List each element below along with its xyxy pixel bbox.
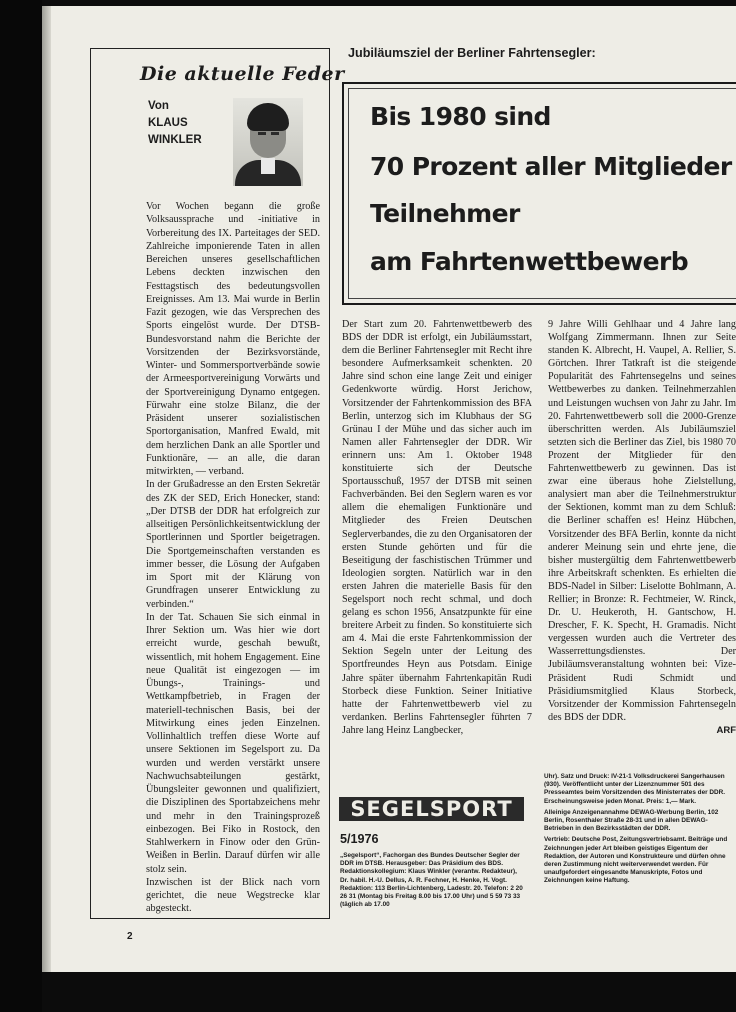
author-photo xyxy=(233,98,303,186)
imprint-text: „Segelsport“, Fachorgan des Bundes Deutscher Segler der DDR im DTSB. Herausgeber: Das Präsidium des BDS. Redaktionskollegium: Klaus Winkler (verantw. Redakteur), Dr. habil. H.-U. Dellus, A. R. Fechner, H. Henke, H. Vogt. Redaktion: 113 Berlin-Lichtenberg, Ladestr. 20. Telefon: 2 20 26 31 (Montag bis Freitag 8.00 bis 17.00 Uhr) und 5 59 73 33 (täglich ab 17.00 xyxy=(340,852,523,909)
article-signature: ARF xyxy=(716,724,736,736)
headline-line: Teilnehmer xyxy=(370,199,520,228)
article-column-1 xyxy=(342,318,532,737)
headline-line: Bis 1980 sind xyxy=(370,102,551,131)
headline-line: am Fahrtenwettbewerb xyxy=(370,247,689,276)
magazine-logo: SEGELSPORT xyxy=(339,797,524,821)
imprint-paragraph: Uhr). Satz und Druck: IV-21-1 Volksdruckerei Sangerhausen (930). Veröffentlicht unter der Lizenznummer 501 des Presseamtes beim Vorsitzenden des Ministerrates der DDR. Erscheinungsweise jeden Monat. Preis: 1,— Mark. xyxy=(544,773,726,805)
scan-shadow xyxy=(0,0,42,1012)
imprint-paragraph: Alleinige Anzeigenannahme DEWAG-Werbung Berlin, 102 Berlin, Rosenthaler Straße 28-31 und in allen DEWAG-Betrieben in den Bezirksstädten der DDR. xyxy=(544,808,719,833)
imprint-paragraph: Vertrieb: Deutsche Post, Zeitungsvertriebsamt. Beiträge und Zeichnungen jeder Art bleiben geistiges Eigentum der Redaktion, der Autoren und Konstrukteure und dürfen ohne deren Zustimmung nicht weiterverwendet werden. Für unaufgefordert eingesandte Manuskripte, Fotos und Zeichnungen keine Haftung. xyxy=(544,836,728,885)
byline-first-name: KLAUS xyxy=(148,117,188,129)
column-paragraph: Inzwischen ist der Blick nach vorn gerichtet, die neue Wegstrecke klar abgesteckt. xyxy=(146,876,320,915)
column-title: Die aktuelle Feder xyxy=(140,63,345,85)
page-number: 2 xyxy=(127,931,133,942)
article-text: Der Start zum 20. Fahrtenwettbewerb des BDS der DDR ist erfolgt, ein Jubiläumsstart, dem die Berliner Fahrtensegler mit Recht ihre besondere Aufmerksamkeit schenkten. 20 Jahre sind schon eine lange Zeit und einiger Gedenkworte würdig. Horst Jerichow, Vorsitzender der Fahrtenkommission des BFA Berlin, unterzog sich im Klubhaus der SG Grünau I der Mühe und das sicher auch im Namen aller Fahrtensegler der DDR. Wir erinnern uns: Am 1. Oktober 1948 konstituierte sich der Deutsche Sportausschuß, 1957 der DTSB mit seinen Fachverbänden. Bei den Seglern waren es vor allem die ehemaligen Funktionäre und Mitglieder des Freien Deutschen Seglerverbandes, die zu den Organisatoren der ersten Stunde gehörten und für die Beseitigung der faschistischen Trümmer und Ideologien sorgten. Natürlich war in den ersten Jahren die materielle Basis für den Segelsport noch recht schmal, und doch gelang es schon 1956, Ansatzpunkte für eine breitere Arbeit zu finden. So konstituierte sich am 4. Mai die erste Fahrtenkommission der Sektion Segeln unter der Leitung des Sportfreundes Heyn aus Potsdam. Einige Jahre später übernahm Fahrtenkapitän Rudi Storbeck diese Funktion. Seiner Initiative hatte der Fahrtenwettbewerb viel zu verdanken. Berlins Fahrtensegler führten 7 Jahre lang Heinz Langbecker, xyxy=(342,319,532,736)
issue-number: 5/1976 xyxy=(340,832,379,846)
article-kicker: Jubiläumsziel der Berliner Fahrtensegler: xyxy=(348,46,596,60)
byline-last-name: WINKLER xyxy=(148,134,202,146)
column-text xyxy=(146,200,320,916)
byline-von: Von xyxy=(148,100,169,112)
page-gutter xyxy=(42,6,51,972)
imprint-text-continued xyxy=(544,773,736,889)
article-text: 9 Jahre Willi Gehlhaar und 4 Jahre lang Wolfgang Zimmermann. Ihnen zur Seite standen K. Albrecht, H. Vaupel, A. Rellier, S. Görtchen. Ihrer Tatkraft ist die steigende Popularität des Fahrtensegelns und seines Wettbewerbes zu danken. Teilnehmerzahlen und Leistungen wuchsen von Jahr zu Jahr. Im 20. Fahrtenwettbewerb soll die 2000-Grenze überschritten werden. Als Jubiläumsziel setzten sich die Berliner das Ziel, bis 1980 70 Prozent der Mitglieder für den Fahrtenwettbewerb zu gewinnen. Das ist zwar eine überaus hohe Zielstellung, analysiert man aber die Teilnehmerstruktur der Sektionen, kommt man zu dem Schluß: die Berliner schaffen es! Heinz Hübchen, Vorsitzender des BFA Berlin, konnte da nicht anderer Meinung sein und ehrte jene, die bisher mustergültig dem Fahrtenwettbewerb ihre Arbeitskraft schenkten. Es erhielten die BDS-Nadel in Silber: Liselotte Bohlmann, A. Rellier; in Bronze: R. Fechtmeier, W. Rinck, Dr. U. Heukeroth, H. Gantschow, H. Drescher, F. K. Specht, H. Gramadis. Nicht vergessen wurden auch die Vertreter des Wasserrettungsdienstes. Der Jubiläumsveranstaltung wohnten bei: Vize-Präsident Rudi Schmidt und Präsidiumsmitglied Klaus Storbeck, Vorsitzender der Kommission Fahrtensegeln des BDS der DDR. xyxy=(548,319,736,723)
article-column-2 xyxy=(548,318,736,737)
column-paragraph: Vor Wochen begann die große Volksaussprache und -initiative in Vorbereitung des IX. Parteitages der SED. Zahlreiche imponierende Taten in allen Bereichen unseres gesellschaftlichen Lebens deckten inzwischen den Festtagstisch des bedeutungsvollen Ereignisses. Am 13. Mai wurde in Berlin Fazit gezogen, wie das Versprechen des Sports eingelöst wurde. Der DTSB-Bundesvorstand nahm die Berichte der Vorsitzenden der Bezirksvorstände, Winter- und Sommersportverbände sowie der Armeesportvereinigung Vorwärts und der Sportvereinigung Dynamo entgegen. Fürwahr eine stolze Bilanz, die der Präsident unserer sozialistischen Sportorganisation, Manfred Ewald, mit dem herzlichen Dank an alle Sportler und Funktionäre, — an alle, die daran mitwirkten, — verband. xyxy=(146,201,320,477)
column-paragraph: In der Grußadresse an den Ersten Sekretär des ZK der SED, Erich Honecker, stand: „Der DTSB der DDR hat erfolgreich zur allseitigen Persönlichkeitsentwicklung der Sportlerinnen und Sportler beigetragen. Die Sportgemeinschaften verstanden es immer besser, die Lösung der Aufgaben im Sport mit der Klärung von Grundfragen unserer Entwicklung zu verbinden.“ xyxy=(146,479,320,610)
column-paragraph: In der Tat. Schauen Sie sich einmal in Ihrer Sektion um. Was hier wie dort erreicht wurde, geschah bewußt, wissentlich, mit hohem Engagement. Eine neue Qualität ist eingezogen — im Übungs-, Trainings- und Wettkampfbetrieb, in Fragen der materiell-technischen Basis, bei der Mitwirkung eines jeden Einzelnen. Vollinhaltlich treffen diese Worte auf unsere Sektionen im Segelsport zu. Da wurden und werden verstärkt unsere Nachwuchsabteilungen gestärkt, Übungsleiter gewonnen und qualifiziert, die Disziplinen des Sportabzeichens mehr und mehr in den Trainingsprozeß einbezogen. Bei Fiko in Rostock, den Stahlwerkern in Finow oder den Grün-Weißen in Berlin. Darauf dürfen wir alle stolz sein. xyxy=(146,611,320,875)
author-byline xyxy=(148,98,230,149)
headline-line: 70 Prozent aller Mitglieder xyxy=(370,152,732,181)
